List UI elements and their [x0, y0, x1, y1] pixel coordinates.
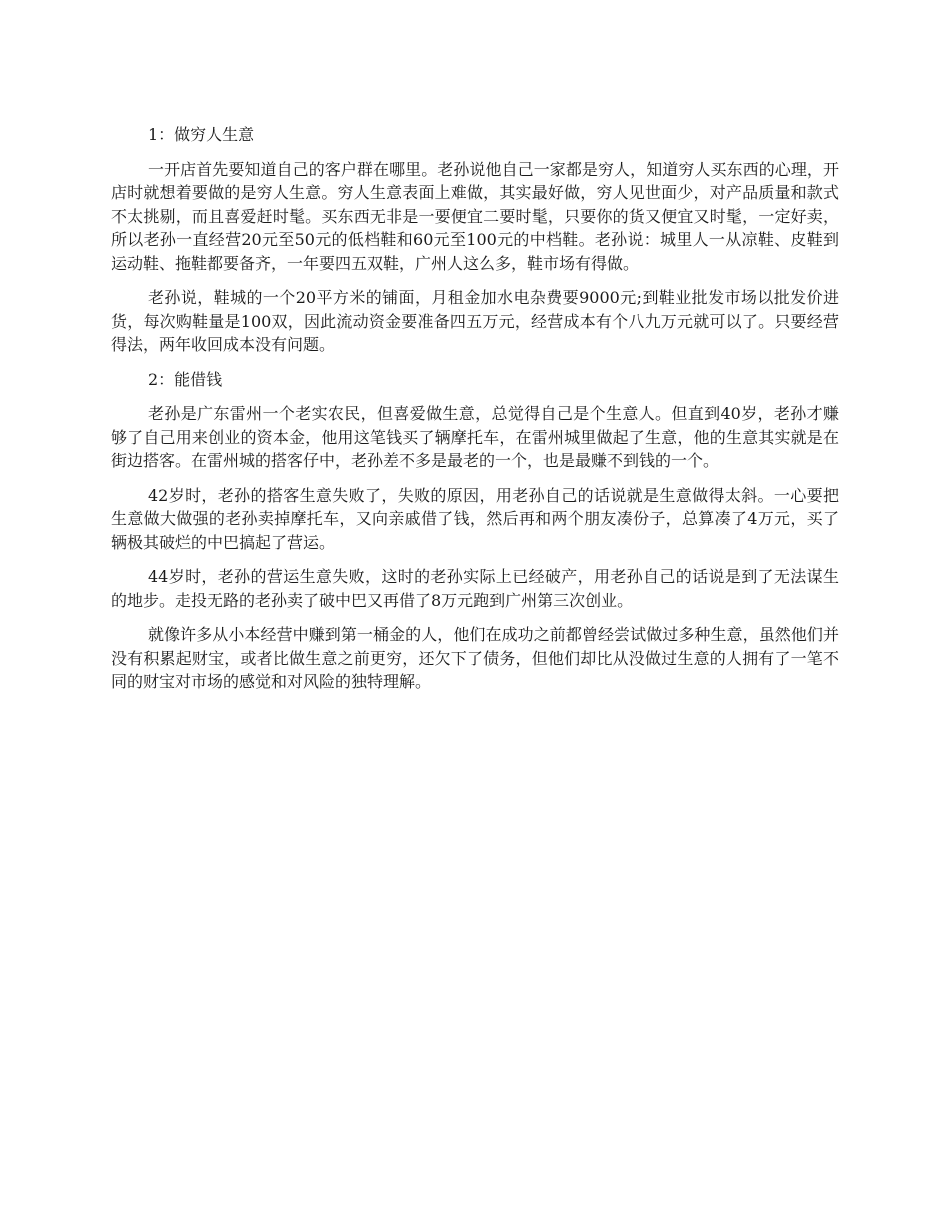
- paragraph: 老孙说，鞋城的一个20平方米的铺面，月租金加水电杂费要9000元;到鞋业批发市场以批发价进货，每次购鞋量是100双，因此流动资金要准备四五万元，经营成本有个八九万元就可以了。只要经营得法，两年收回成本没有问题。: [111, 288, 839, 354]
- document-body: [111, 123, 839, 705]
- paragraph: 一开店首先要知道自己的客户群在哪里。老孙说他自己一家都是穷人，知道穷人买东西的心理，开店时就想着要做的是穷人生意。穷人生意表面上难做，其实最好做，穷人见世面少，对产品质量和款式不太挑剔，而且喜爱赶时髦。买东西无非是一要便宜二要时髦，只要你的货又便宜又时髦，一定好卖，所以老孙一直经营20元至50元的低档鞋和60元至100元的中档鞋。老孙说：城里人一从凉鞋、皮鞋到运动鞋、拖鞋都要备齐，一年要四五双鞋，广州人这么多，鞋市场有得做。: [111, 159, 839, 273]
- paragraph: 老孙是广东雷州一个老实农民，但喜爱做生意，总觉得自己是个生意人。但直到40岁，老孙才赚够了自己用来创业的资本金，他用这笔钱买了辆摩托车，在雷州城里做起了生意，他的生意其实就是在街边搭客。在雷州城的搭客仔中，老孙差不多是最老的一个，也是最赚不到钱的一个。: [111, 404, 839, 470]
- paragraph: 44岁时，老孙的营运生意失败，这时的老孙实际上已经破产，用老孙自己的话说是到了无法谋生的地步。走投无路的老孙卖了破中巴又再借了8万元跑到广州第三次创业。: [111, 567, 839, 610]
- paragraph: 就像许多从小本经营中赚到第一桶金的人，他们在成功之前都曾经尝试做过多种生意，虽然他们并没有积累起财宝，或者比做生意之前更穷，还欠下了债务，但他们却比从没做过生意的人拥有了一笔不同的财宝对市场的感觉和对风险的独特理解。: [111, 625, 839, 691]
- section-heading: 2：能借钱: [148, 369, 223, 389]
- paragraph: 42岁时，老孙的搭客生意失败了，失败的原因，用老孙自己的话说就是生意做得太斜。一心要把生意做大做强的老孙卖掉摩托车，又向亲戚借了钱，然后再和两个朋友凑份子，总算凑了4万元，买了辆极其破烂的中巴搞起了营运。: [111, 485, 839, 552]
- section-heading: 1：做穷人生意: [148, 125, 255, 144]
